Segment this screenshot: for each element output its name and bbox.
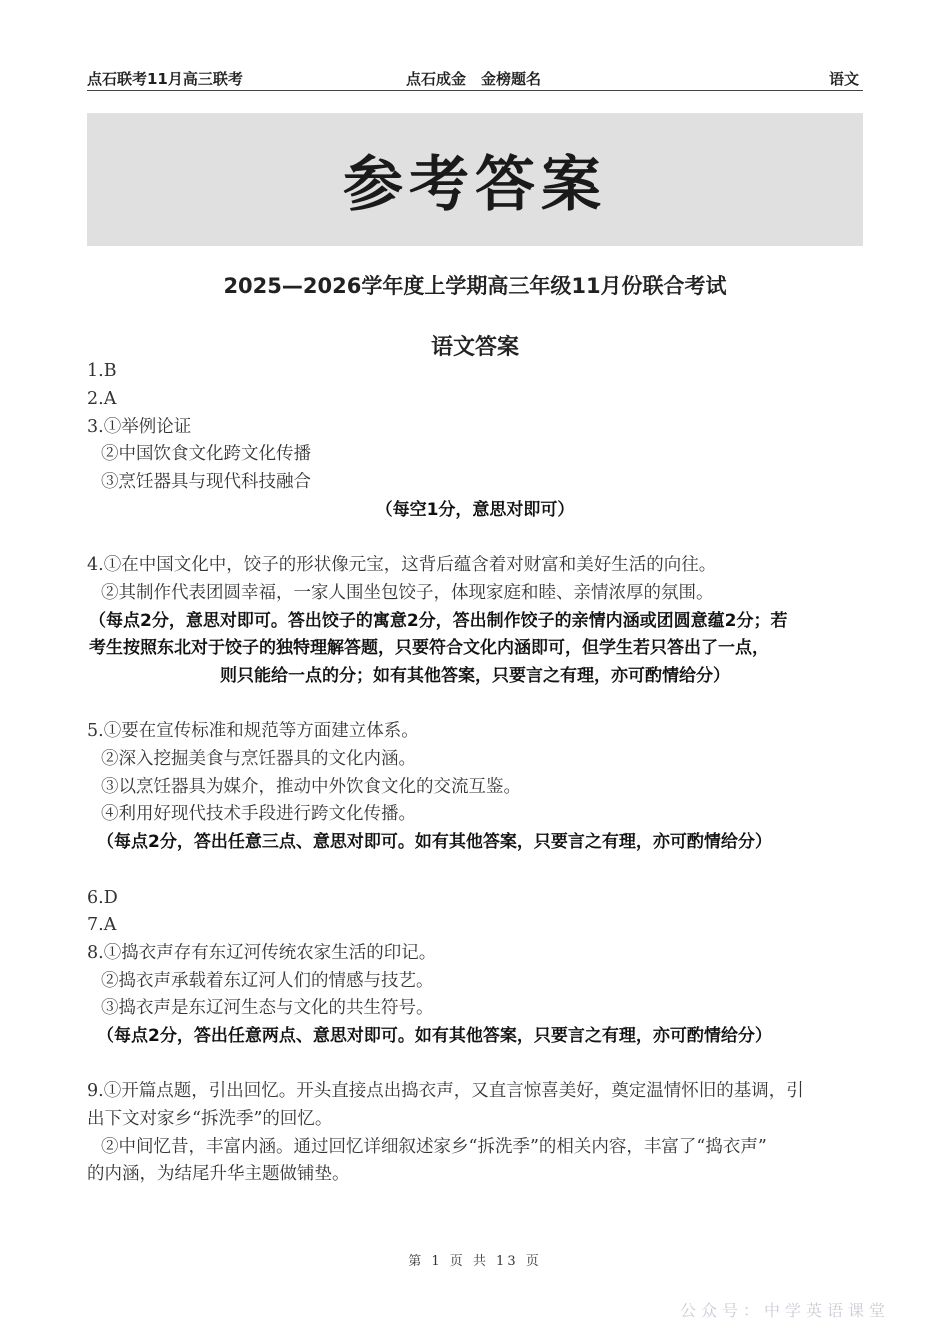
header-subject: 语文 xyxy=(829,70,860,88)
page-number: 第 1 页 共 13 页 xyxy=(408,1254,542,1269)
scoring-note: （每点2分，意思对即可。答出饺子的寓意2分，答出制作饺子的亲情内涵或团圆意蕴2分；若 xyxy=(89,611,788,631)
answer-line: ③烹饪器具与现代科技融合 xyxy=(101,472,311,492)
header-divider xyxy=(87,90,863,91)
scoring-note: （每点2分，答出任意三点、意思对即可。如有其他答案，只要言之有理，亦可酌情给分） xyxy=(97,832,772,852)
exam-title: 2025—2026学年度上学期高三年级11月份联合考试 xyxy=(223,274,727,298)
scoring-note: 考生按照东北对于饺子的独特理解答题，只要符合文化内涵即可，但学生若只答出了一点， xyxy=(89,638,769,658)
scoring-note: 则只能给一点的分；如有其他答案，只要言之有理，亦可酌情给分） xyxy=(220,666,730,686)
banner-title: 参考答案 xyxy=(343,149,607,220)
watermark: 公众号：中学英语课堂 xyxy=(680,1301,891,1320)
answer-line: 1.B xyxy=(87,361,117,381)
answer-line: 8.①捣衣声存有东辽河传统农家生活的印记。 xyxy=(87,943,437,963)
answer-line: 5.①要在宣传标准和规范等方面建立体系。 xyxy=(87,721,419,741)
answer-line: ④利用好现代技术手段进行跨文化传播。 xyxy=(101,804,416,824)
section-title: 语文答案 xyxy=(430,335,519,360)
answer-line: 7.A xyxy=(87,915,117,935)
scoring-note: （每点2分，答出任意两点、意思对即可。如有其他答案，只要言之有理，亦可酌情给分） xyxy=(97,1026,772,1046)
answer-line: 9.①开篇点题，引出回忆。开头直接点出捣衣声，又直言惊喜美好，奠定温情怀旧的基调，引 xyxy=(87,1081,804,1101)
answer-line: 的内涵，为结尾升华主题做铺垫。 xyxy=(87,1164,350,1184)
answer-line: ②深入挖掘美食与烹饪器具的文化内涵。 xyxy=(101,749,416,769)
answer-line: ②其制作代表团圆幸福，一家人围坐包饺子，体现家庭和睦、亲情浓厚的氛围。 xyxy=(101,583,714,603)
answer-line: ②捣衣声承载着东辽河人们的情感与技艺。 xyxy=(101,971,434,991)
header-motto: 点石成金 金榜题名 xyxy=(406,70,542,88)
answer-line: 4.①在中国文化中，饺子的形状像元宝，这背后蕴含着对财富和美好生活的向往。 xyxy=(87,555,717,575)
answer-banner xyxy=(87,113,863,246)
answer-line: ②中间忆昔，丰富内涵。通过回忆详细叙述家乡“拆洗季”的相关内容，丰富了“捣衣声” xyxy=(101,1137,767,1157)
scoring-note: （每空1分，意思对即可） xyxy=(375,500,575,520)
answer-line: 出下文对家乡“拆洗季”的回忆。 xyxy=(87,1109,333,1129)
answer-line: 6.D xyxy=(87,888,118,908)
answer-line: ③以烹饪器具为媒介，推动中外饮食文化的交流互鉴。 xyxy=(101,777,521,797)
answer-line: 2.A xyxy=(87,389,117,409)
answer-line: ②中国饮食文化跨文化传播 xyxy=(101,444,311,464)
answer-line: 3.①举例论证 xyxy=(87,417,192,437)
answer-line: ③捣衣声是东辽河生态与文化的共生符号。 xyxy=(101,998,434,1018)
header-exam-name: 点石联考11月高三联考 xyxy=(87,70,243,88)
